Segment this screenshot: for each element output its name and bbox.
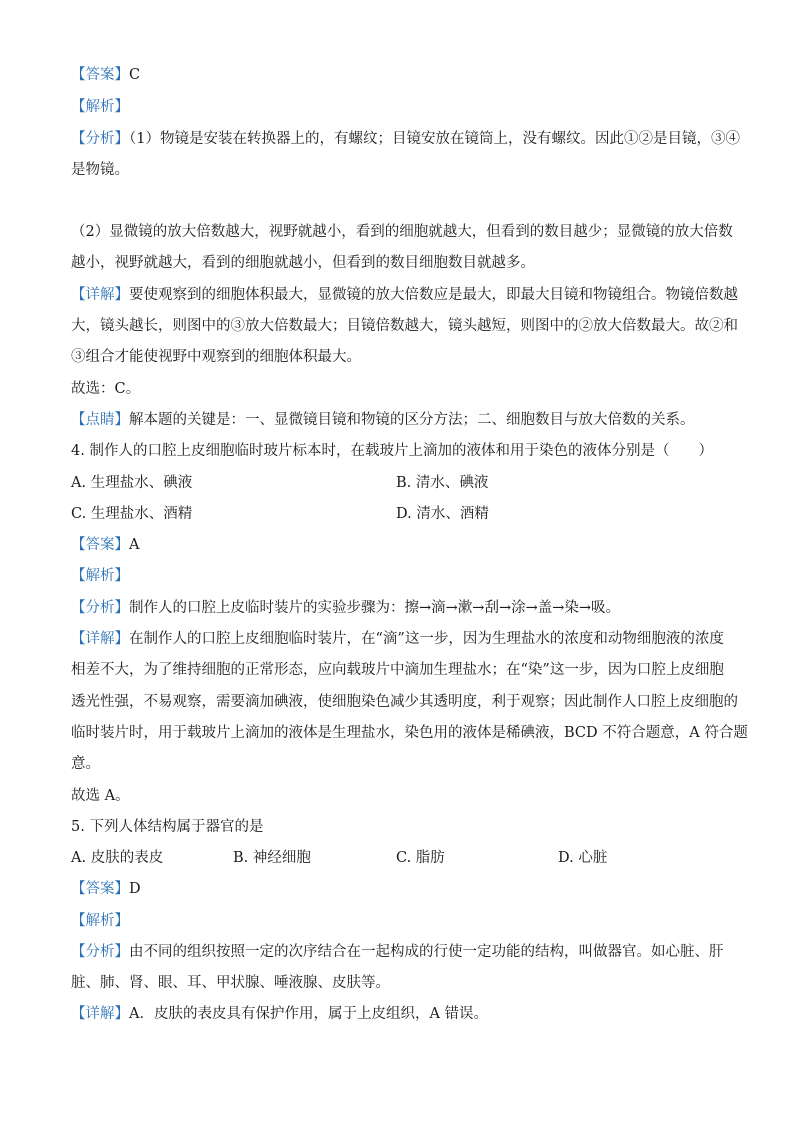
answer-tag: 【答案】 [71, 537, 129, 553]
option-a: A. 生理盐水、碘液 [71, 475, 193, 491]
text-line: 临时装片时，用于载玻片上滴加的液体是生理盐水，染色用的液体是稀碘液，BCD 不符合题意，A 符合题 [71, 725, 748, 741]
option-b: B. 清水、碘液 [396, 475, 489, 491]
text-line: 意。 [71, 756, 100, 772]
answer-line [71, 65, 140, 85]
question-stem: 4. 制作人的口腔上皮细胞临时玻片标本时，在载玻片上滴加的液体和用于染色的液体分别是（ ） [71, 443, 713, 459]
conclusion-line: 故选：C。 [71, 381, 141, 397]
fenxi-tag: 【分析】 [71, 131, 129, 147]
detail-line: 【详解】要使观察到的细胞体积最大，显微镜的放大倍数应是最大，即最大目镜和物镜组合。物镜倍数越 [71, 287, 738, 303]
detail-tag: 【详解】 [71, 1006, 129, 1022]
option-d: D. 心脏 [558, 850, 608, 866]
text-line: 透光性强，不易观察，需要滴加碘液，使细胞染色减少其透明度，利于观察；因此制作人口腔上皮细胞的 [71, 694, 738, 710]
analysis-tag: 【解析】 [71, 913, 129, 929]
option-b: B. 神经细胞 [233, 850, 311, 866]
answer-value: D [129, 881, 141, 897]
text-line: （2）显微镜的放大倍数越大，视野就越小，看到的细胞就越大，但看到的数目越少；显微镜的放大倍数 [71, 224, 733, 240]
detail-tag: 【详解】 [71, 631, 129, 647]
answer-value: C [129, 67, 141, 83]
answer-tag: 【答案】 [71, 881, 129, 897]
analysis-tag: 【解析】 [71, 568, 129, 584]
text-line: 相差不大，为了维持细胞的正常形态，应向载玻片中滴加生理盐水；在“染”这一步，因为口腔上皮细胞 [71, 662, 724, 678]
option-a: A. 皮肤的表皮 [71, 850, 164, 866]
fenxi-line: 【分析】（1）物镜是安装在转换器上的，有螺纹；目镜安放在镜筒上，没有螺纹。因此①②是目镜，③④ [71, 131, 740, 147]
fenxi-line: 【分析】制作人的口腔上皮临时装片的实验步骤为：擦→滴→漱→刮→涂→盖→染→吸。 [71, 600, 621, 616]
text-line: 脏、肺、肾、眼、耳、甲状腺、唾液腺、皮肤等。 [71, 975, 390, 991]
answer-value: A [129, 537, 140, 553]
text-line: 是物镜。 [71, 162, 129, 178]
detail-line: 【详解】在制作人的口腔上皮细胞临时装片，在“滴”这一步，因为生理盐水的浓度和动物细胞液的浓度 [71, 631, 724, 647]
answer-line [71, 535, 139, 555]
answer-line [71, 879, 141, 899]
text-line: 越小，视野就越大，看到的细胞就越小，但看到的数目细胞数目就越多。 [71, 255, 535, 271]
option-c: C. 脂肪 [396, 850, 445, 866]
analysis-tag: 【解析】 [71, 99, 129, 115]
dianjing-line: 【点睛】解本题的关键是：一、显微镜目镜和物镜的区分方法；二、细胞数目与放大倍数的关系。 [71, 412, 695, 428]
text-line: ③组合才能使视野中观察到的细胞体积最大。 [71, 349, 361, 365]
fenxi-line: 【分析】由不同的组织按照一定的次序结合在一起构成的行使一定功能的结构，叫做器官。如心脏、肝 [71, 944, 724, 960]
option-d: D. 清水、酒精 [396, 506, 489, 522]
question-stem: 5. 下列人体结构属于器官的是 [71, 819, 264, 835]
option-c: C. 生理盐水、酒精 [71, 506, 193, 522]
detail-line: 【详解】A．皮肤的表皮具有保护作用，属于上皮组织，A 错误。 [71, 1006, 489, 1022]
fenxi-tag: 【分析】 [71, 600, 129, 616]
dianjing-tag: 【点睛】 [71, 412, 129, 428]
detail-tag: 【详解】 [71, 287, 129, 303]
answer-tag: 【答案】 [71, 67, 129, 83]
conclusion-line: 故选 A。 [71, 788, 130, 804]
text-line: 大，镜头越长，则图中的③放大倍数最大；目镜倍数越大，镜头越短，则图中的②放大倍数最大。故②和 [71, 318, 738, 334]
fenxi-tag: 【分析】 [71, 944, 129, 960]
